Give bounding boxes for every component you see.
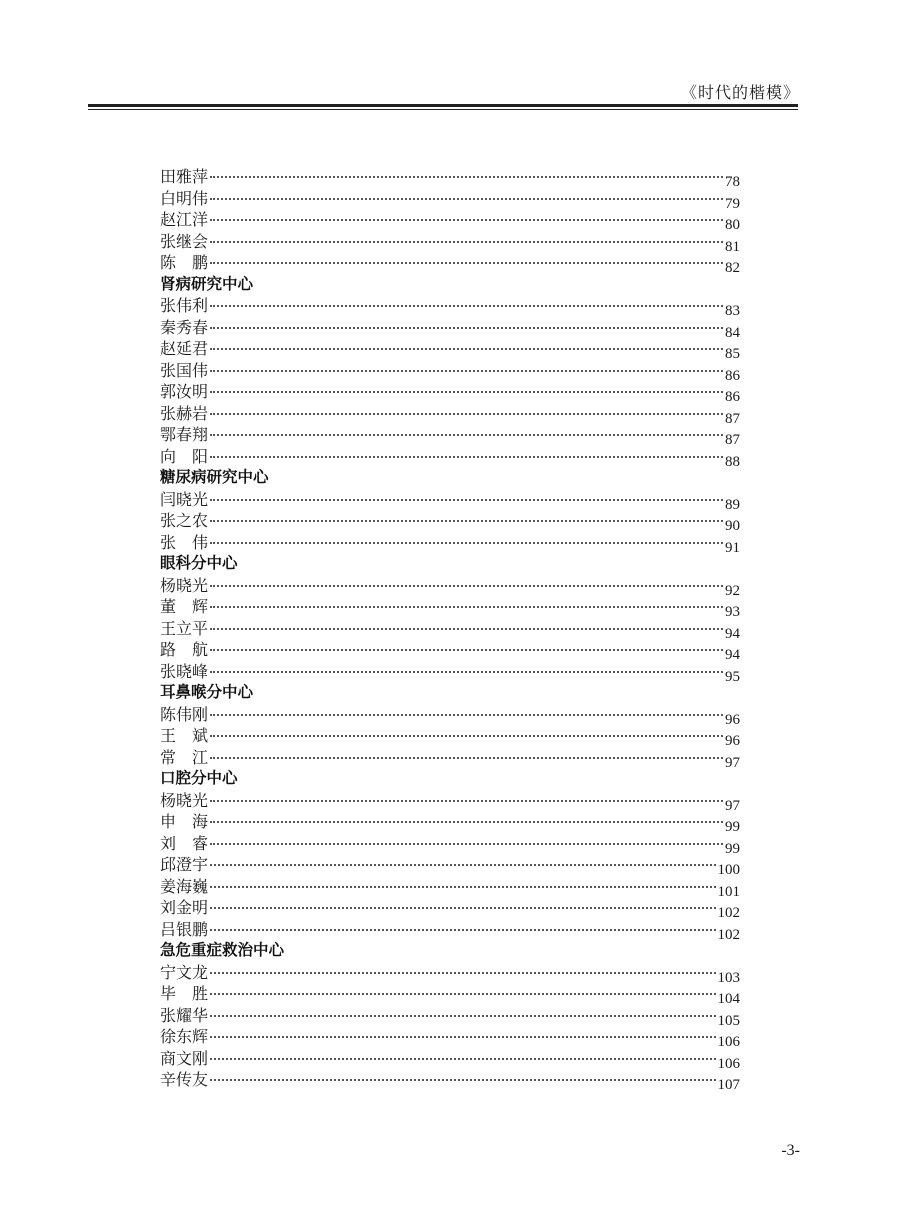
toc-entry-page: 96 xyxy=(725,733,740,749)
toc-section-heading: 眼科分中心 xyxy=(160,554,238,572)
toc-leader-dots xyxy=(210,863,715,866)
toc-entry-page: 101 xyxy=(717,883,740,900)
toc-entry-name: 张耀华 xyxy=(160,1005,209,1025)
toc-entry-page: 88 xyxy=(725,453,740,470)
toc-entry-page: 107 xyxy=(717,1077,740,1093)
toc-entry-name: 赵延君 xyxy=(160,339,209,358)
toc-entry-name: 张之农 xyxy=(160,511,209,530)
toc-entry-page: 95 xyxy=(725,668,740,685)
toc-entry[interactable] xyxy=(160,188,740,210)
toc-leader-dots xyxy=(210,842,723,845)
toc-leader-dots xyxy=(210,197,723,200)
toc-leader-dots xyxy=(210,1078,715,1081)
toc-entry[interactable] xyxy=(160,811,740,833)
toc-leader-dots xyxy=(210,799,723,802)
toc-entry-page: 100 xyxy=(717,862,740,878)
toc-leader-dots xyxy=(210,326,723,329)
toc-entry-page: 99 xyxy=(725,819,740,835)
toc-entry-page: 99 xyxy=(725,840,740,857)
toc-entry-name: 刘金明 xyxy=(160,898,209,917)
toc-section-heading: 糖尿病研究中心 xyxy=(160,468,269,486)
toc-leader-dots xyxy=(210,455,723,458)
toc-entry-page: 103 xyxy=(717,969,740,986)
toc-leader-dots xyxy=(210,713,723,716)
toc-entry-page: 96 xyxy=(725,711,740,728)
toc-entry-page: 86 xyxy=(725,389,740,405)
toc-entry[interactable] xyxy=(160,295,740,317)
toc-entry-name: 白明伟 xyxy=(160,188,209,208)
toc-leader-dots xyxy=(210,971,715,974)
toc-entry-page: 106 xyxy=(717,1034,740,1050)
toc-entry-name: 申 海 xyxy=(160,812,209,831)
toc-leader-dots xyxy=(210,541,723,544)
toc-entry-name: 商文刚 xyxy=(160,1048,209,1068)
toc-entry-name: 田雅萍 xyxy=(160,167,209,186)
toc-entry[interactable] xyxy=(160,962,740,984)
toc-entry[interactable] xyxy=(160,1069,740,1091)
toc-entry-name: 张赫岩 xyxy=(160,403,209,423)
header-rule-thick xyxy=(88,104,798,107)
toc-entry[interactable] xyxy=(160,532,740,554)
toc-entry-page: 87 xyxy=(725,410,740,427)
toc-entry-page: 82 xyxy=(725,260,740,276)
toc-leader-dots xyxy=(210,928,715,931)
toc-entry-name: 张继会 xyxy=(160,231,209,251)
toc-section-heading: 耳鼻喉分中心 xyxy=(160,683,254,701)
toc-entry-name: 陈伟刚 xyxy=(160,704,209,724)
toc-entry-name: 邱澄宇 xyxy=(160,855,209,874)
toc-leader-dots xyxy=(210,584,723,587)
toc-leader-dots xyxy=(210,670,723,673)
table-of-contents xyxy=(160,166,740,1091)
toc-entry[interactable] xyxy=(160,747,740,769)
toc-entry-page: 90 xyxy=(725,518,740,534)
toc-entry[interactable] xyxy=(160,790,740,812)
toc-entry-name: 张国伟 xyxy=(160,360,209,380)
toc-entry-page: 89 xyxy=(725,496,740,513)
toc-entry-name: 郭汝明 xyxy=(160,382,209,401)
toc-entry-name: 张 伟 xyxy=(160,532,209,552)
toc-entry[interactable] xyxy=(160,575,740,597)
toc-entry-name: 闫晓光 xyxy=(160,489,209,509)
toc-leader-dots xyxy=(210,304,723,307)
toc-entry-page: 93 xyxy=(725,604,740,620)
toc-entry[interactable] xyxy=(160,489,740,511)
toc-entry-page: 94 xyxy=(725,647,740,663)
toc-leader-dots xyxy=(210,347,723,350)
toc-entry-page: 97 xyxy=(725,754,740,771)
toc-entry-page: 91 xyxy=(725,539,740,556)
toc-section-heading: 口腔分中心 xyxy=(160,769,238,787)
toc-entry[interactable] xyxy=(160,403,740,425)
toc-entry[interactable] xyxy=(160,1026,740,1048)
toc-entry-name: 张伟利 xyxy=(160,296,209,315)
toc-entry[interactable] xyxy=(160,317,740,339)
toc-entry-name: 徐东辉 xyxy=(160,1027,209,1046)
toc-leader-dots xyxy=(210,627,723,630)
toc-entry[interactable] xyxy=(160,338,740,360)
toc-entry-name: 常 江 xyxy=(160,747,209,767)
toc-leader-dots xyxy=(210,885,715,888)
toc-entry-name: 路 航 xyxy=(160,640,209,659)
toc-entry-name: 董 辉 xyxy=(160,597,209,616)
toc-entry-page: 97 xyxy=(725,797,740,814)
toc-leader-dots xyxy=(210,498,723,501)
toc-entry[interactable] xyxy=(160,876,740,898)
toc-entry-name: 刘 睿 xyxy=(160,833,209,853)
toc-entry[interactable] xyxy=(160,510,740,532)
toc-entry[interactable] xyxy=(160,596,740,618)
toc-entry-page: 80 xyxy=(725,217,740,233)
toc-entry[interactable] xyxy=(160,446,740,468)
toc-entry-page: 106 xyxy=(717,1055,740,1072)
toc-leader-dots xyxy=(210,906,715,909)
toc-leader-dots xyxy=(210,1014,715,1017)
toc-entry-name: 辛传友 xyxy=(160,1070,209,1089)
header-rule-thin xyxy=(88,109,798,110)
toc-entry-name: 王 斌 xyxy=(160,726,209,745)
toc-entry[interactable] xyxy=(160,833,740,855)
toc-entry-page: 83 xyxy=(725,303,740,319)
toc-leader-dots xyxy=(210,648,723,651)
toc-entry[interactable] xyxy=(160,639,740,661)
toc-entry[interactable] xyxy=(160,1048,740,1070)
toc-entry-name: 向 阳 xyxy=(160,446,209,466)
toc-entry[interactable] xyxy=(160,983,740,1005)
toc-entry[interactable] xyxy=(160,854,740,876)
toc-leader-dots xyxy=(210,369,723,372)
toc-leader-dots xyxy=(210,519,723,522)
toc-entry[interactable] xyxy=(160,704,740,726)
toc-section-heading: 急危重症救治中心 xyxy=(160,941,285,959)
toc-leader-dots xyxy=(210,175,723,178)
toc-entry-page: 84 xyxy=(725,324,740,341)
toc-entry[interactable] xyxy=(160,897,740,919)
toc-section-heading: 肾病研究中心 xyxy=(160,274,254,293)
toc-entry-page: 102 xyxy=(717,905,740,921)
toc-leader-dots xyxy=(210,605,723,608)
toc-entry-name: 杨晓光 xyxy=(160,790,209,810)
toc-entry-name: 陈 鹏 xyxy=(160,253,209,272)
toc-entry-page: 102 xyxy=(717,926,740,943)
toc-leader-dots xyxy=(210,992,715,995)
toc-entry[interactable] xyxy=(160,618,740,640)
page-number: -3- xyxy=(781,1142,800,1159)
toc-entry[interactable] xyxy=(160,725,740,747)
toc-entry-page: 94 xyxy=(725,625,740,642)
toc-leader-dots xyxy=(210,820,723,823)
toc-entry[interactable] xyxy=(160,661,740,683)
toc-leader-dots xyxy=(210,1057,715,1060)
toc-entry[interactable] xyxy=(160,166,740,188)
toc-entry-name: 赵江洋 xyxy=(160,210,209,229)
toc-entry-name: 姜海巍 xyxy=(160,876,209,896)
toc-entry-page: 85 xyxy=(725,346,740,362)
toc-entry-name: 王立平 xyxy=(160,618,209,638)
toc-entry-name: 吕银鹏 xyxy=(160,919,209,939)
toc-leader-dots xyxy=(210,412,723,415)
toc-entry[interactable] xyxy=(160,252,740,274)
toc-entry[interactable] xyxy=(160,360,740,382)
toc-entry[interactable] xyxy=(160,424,740,446)
toc-entry-page: 81 xyxy=(725,238,740,255)
toc-leader-dots xyxy=(210,261,723,264)
toc-leader-dots xyxy=(210,734,723,737)
toc-leader-dots xyxy=(210,390,723,393)
toc-entry-name: 鄂春翔 xyxy=(160,425,209,444)
toc-entry-page: 104 xyxy=(717,991,740,1007)
toc-entry[interactable] xyxy=(160,1005,740,1027)
toc-entry[interactable] xyxy=(160,381,740,403)
toc-entry[interactable] xyxy=(160,919,740,941)
toc-entry-page: 86 xyxy=(725,367,740,384)
toc-entry-page: 92 xyxy=(725,582,740,599)
toc-entry-name: 宁文龙 xyxy=(160,962,209,982)
toc-entry-page: 105 xyxy=(717,1012,740,1029)
toc-leader-dots xyxy=(210,218,723,221)
toc-entry-page: 78 xyxy=(725,174,740,190)
toc-entry-name: 杨晓光 xyxy=(160,575,209,595)
toc-entry-name: 秦秀春 xyxy=(160,317,209,337)
toc-leader-dots xyxy=(210,433,723,436)
toc-leader-dots xyxy=(210,1035,715,1038)
toc-leader-dots xyxy=(210,756,723,759)
running-header-title: 《时代的楷模》 xyxy=(680,83,800,102)
toc-entry-name: 张晓峰 xyxy=(160,661,209,681)
toc-entry[interactable] xyxy=(160,209,740,231)
toc-entry-page: 87 xyxy=(725,432,740,448)
toc-leader-dots xyxy=(210,240,723,243)
toc-entry-page: 79 xyxy=(725,195,740,212)
toc-entry[interactable] xyxy=(160,231,740,253)
toc-entry-name: 毕 胜 xyxy=(160,984,209,1003)
